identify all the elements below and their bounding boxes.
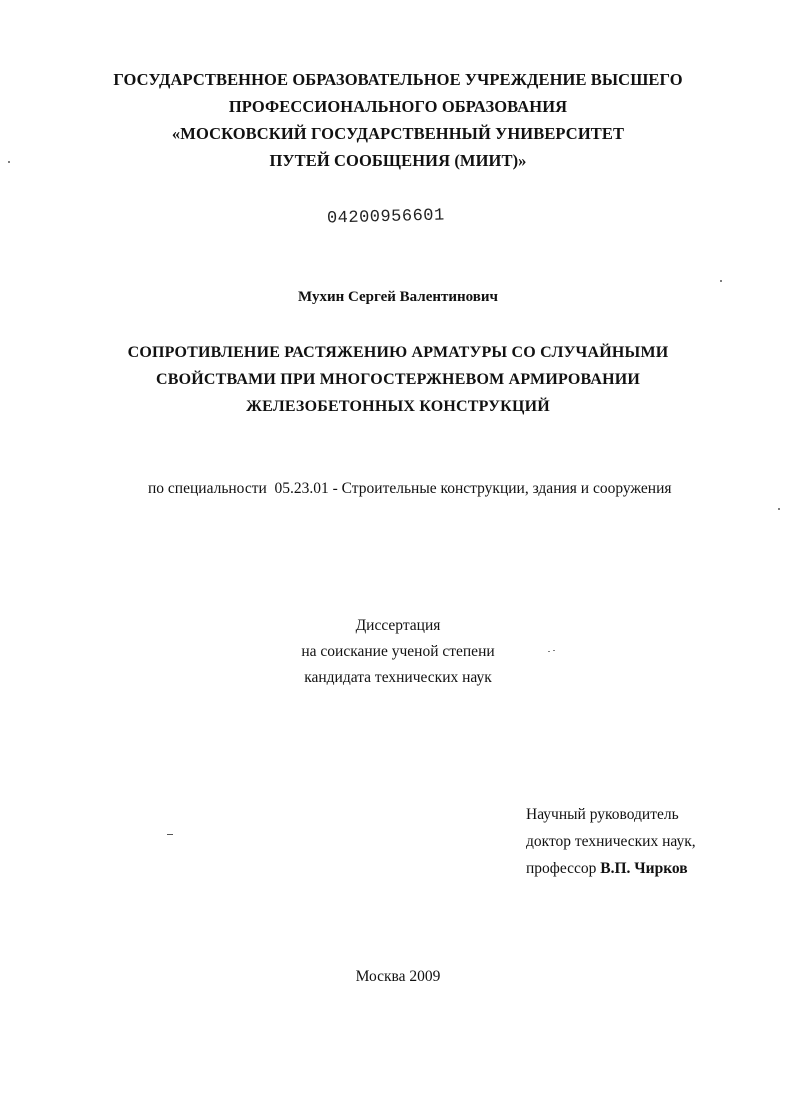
dissertation-line-3: кандидата технических наук	[304, 669, 492, 686]
thesis-title-line-2: СВОЙСТВАМИ ПРИ МНОГОСТЕРЖНЕВОМ АРМИРОВАНИИ	[155, 371, 641, 388]
city-year: Москва 2009	[355, 968, 441, 985]
scan-speck	[778, 508, 780, 510]
dissertation-line-2: на соискание ученой степени	[301, 643, 495, 660]
inventory-stamp-number: 04200956601	[326, 206, 445, 229]
thesis-title-line-3: ЖЕЛЕЗОБЕТОННЫХ КОНСТРУКЦИЙ	[246, 398, 550, 415]
advisor-degree: доктор технических наук,	[526, 833, 696, 850]
thesis-title-line-1: СОПРОТИВЛЕНИЕ РАСТЯЖЕНИЮ АРМАТУРЫ СО СЛУЧАЙНЫМИ	[127, 344, 669, 361]
advisor-name: В.П. Чирков	[600, 860, 688, 877]
advisor-title-prefix: профессор	[526, 860, 597, 877]
specialty-name: - Строительные конструкции, здания и сооружения	[332, 480, 672, 497]
author-name: Мухин Сергей Валентинович	[297, 289, 498, 305]
institution-line-1: ГОСУДАРСТВЕННОЕ ОБРАЗОВАТЕЛЬНОЕ УЧРЕЖДЕНИЕ ВЫСШЕГО	[113, 70, 683, 89]
scan-speck	[553, 650, 555, 651]
scan-speck	[720, 280, 722, 282]
scan-speck	[167, 834, 173, 835]
specialty-line	[148, 480, 672, 498]
specialty-code: 05.23.01	[274, 480, 329, 497]
advisor-title-line	[526, 860, 688, 878]
dissertation-line-1: Диссертация	[355, 617, 441, 634]
scan-speck	[8, 161, 10, 163]
advisor-role: Научный руководитель	[526, 806, 679, 823]
specialty-prefix: по специальности	[148, 480, 267, 497]
institution-line-2: ПРОФЕССИОНАЛЬНОГО ОБРАЗОВАНИЯ	[228, 97, 568, 116]
scan-speck	[548, 651, 550, 652]
institution-line-4: ПУТЕЙ СООБЩЕНИЯ (МИИТ)»	[269, 151, 527, 170]
institution-line-3: «МОСКОВСКИЙ ГОСУДАРСТВЕННЫЙ УНИВЕРСИТЕТ	[171, 124, 625, 143]
